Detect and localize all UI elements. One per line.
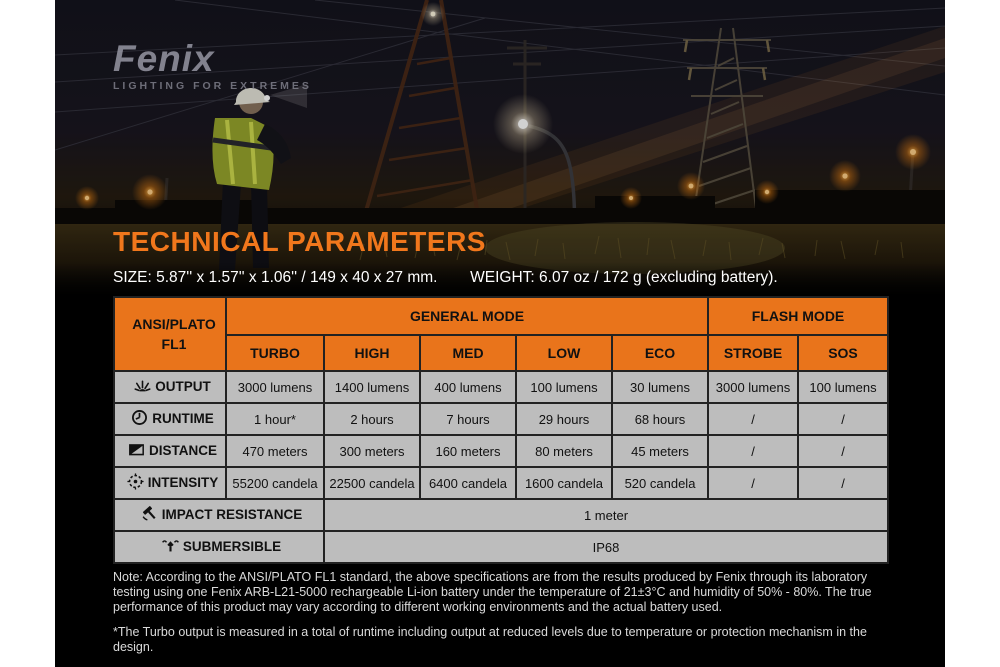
weight-value: 6.07 oz / 172 g (excluding battery). [539, 269, 778, 286]
notes-section [55, 564, 945, 655]
mode-header-med: MED [420, 335, 516, 371]
note-text: Note: According to the ANSI/PLATO FL1 standard, the above specifications are from the results produced by Fenix through its laboratory testing using one Fenix ARB-L21-5000 rechargeable Li-ion battery under the temperature of 21±3°C and humidity of 50% - 80%. The true performance of this product may vary according to different working environments and the actual battery used. [113, 570, 872, 614]
spec-cell: 160 meters [420, 435, 516, 467]
mode-header-sos: SOS [798, 335, 888, 371]
mode-header-turbo: TURBO [226, 335, 324, 371]
impact-hammer-icon [141, 505, 158, 525]
distance-row [114, 435, 888, 467]
spec-cell: 45 meters [612, 435, 708, 467]
spec-cell: 3000 lumens [226, 371, 324, 403]
row-label: INTENSITY [147, 475, 219, 490]
impact-resistance-row [114, 499, 888, 531]
spec-cell: 1400 lumens [324, 371, 420, 403]
table-corner-label: ANSI/PLATO FL1 [114, 297, 226, 371]
spec-cell: / [708, 435, 798, 467]
footnote-text: *The Turbo output is measured in a total of runtime including output at reduced levels due to temperature or protection mechanism in the design. [113, 625, 867, 654]
light-output-icon [134, 377, 151, 397]
row-label: IMPACT RESISTANCE [161, 507, 303, 522]
spec-cell: 100 lumens [798, 371, 888, 403]
size-label: SIZE: [113, 269, 152, 286]
intensity-row [114, 467, 888, 499]
spec-cell: 1 hour* [226, 403, 324, 435]
size-weight-line [113, 269, 778, 287]
row-label: OUTPUT [155, 379, 211, 394]
spec-cell: 520 candela [612, 467, 708, 499]
spec-cell: 6400 candela [420, 467, 516, 499]
spec-cell: 3000 lumens [708, 371, 798, 403]
spec-cell: / [798, 403, 888, 435]
spec-cell: 2 hours [324, 403, 420, 435]
output-row [114, 371, 888, 403]
runtime-row [114, 403, 888, 435]
submersible-row [114, 531, 888, 563]
spec-cell: 400 lumens [420, 371, 516, 403]
content-panel [55, 0, 945, 667]
distance-flag-icon [128, 441, 145, 461]
flash-mode-header: FLASH MODE [708, 297, 888, 335]
spec-cell: 100 lumens [516, 371, 612, 403]
spec-cell: 1600 candela [516, 467, 612, 499]
row-label: SUBMERSIBLE [182, 539, 282, 554]
size-value: 5.87'' x 1.57'' x 1.06'' / 149 x 40 x 27 mm. [156, 269, 438, 286]
spec-cell: / [798, 435, 888, 467]
table-section [55, 296, 945, 564]
spec-cell: 68 hours [612, 403, 708, 435]
weight-label: WEIGHT: [470, 269, 535, 286]
spec-cell: 30 lumens [612, 371, 708, 403]
mode-header-high: HIGH [324, 335, 420, 371]
mode-header-strobe: STROBE [708, 335, 798, 371]
row-label: RUNTIME [152, 411, 214, 426]
spec-cell: 29 hours [516, 403, 612, 435]
clock-icon [131, 409, 148, 429]
mode-header-low: LOW [516, 335, 612, 371]
brand-tagline: LIGHTING FOR EXTREMES [113, 80, 312, 92]
spec-cell: 1 meter [324, 499, 888, 531]
intensity-target-icon [127, 473, 144, 493]
row-label: DISTANCE [148, 443, 217, 458]
hero-photo [55, 0, 945, 296]
spec-cell: 7 hours [420, 403, 516, 435]
page-title: TECHNICAL PARAMETERS [113, 226, 486, 257]
spec-cell: 80 meters [516, 435, 612, 467]
spec-cell: / [798, 467, 888, 499]
spec-cell: IP68 [324, 531, 888, 563]
brand-logo [113, 40, 312, 92]
brand-name: Fenix [113, 38, 215, 79]
mode-header-eco: ECO [612, 335, 708, 371]
submersible-water-icon [162, 537, 179, 557]
spec-table [113, 296, 889, 564]
spec-cell: 470 meters [226, 435, 324, 467]
spec-cell: 55200 candela [226, 467, 324, 499]
spec-cell: / [708, 467, 798, 499]
spec-cell: 22500 candela [324, 467, 420, 499]
spec-cell: 300 meters [324, 435, 420, 467]
general-mode-header: GENERAL MODE [226, 297, 708, 335]
spec-cell: / [708, 403, 798, 435]
